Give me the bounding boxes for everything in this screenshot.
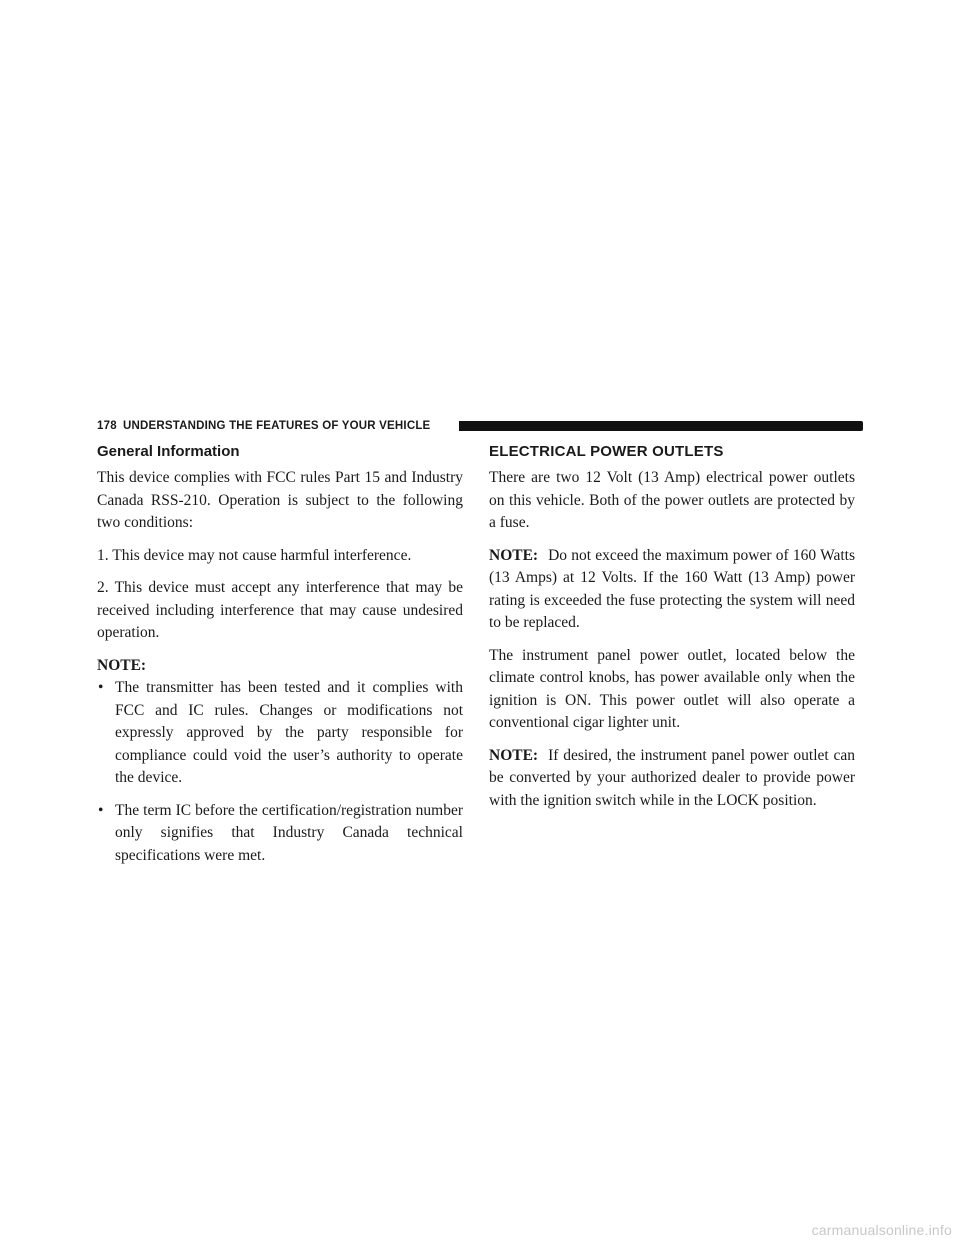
- bullet-text: The transmitter has been tested and it complies with FCC and IC rules. Changes or modifications not expressly approved by the party responsible for compliance could void the user’s authority to operate the device.: [115, 679, 463, 786]
- page-header: [97, 419, 863, 433]
- note-paragraph-2: [489, 745, 855, 813]
- note-label: NOTE:: [489, 746, 539, 764]
- list-item: [97, 800, 463, 868]
- section-title: UNDERSTANDING THE FEATURES OF YOUR VEHICLE: [123, 420, 431, 432]
- instrument-panel-paragraph: The instrument panel power outlet, located below the climate control knobs, has power available only when the ignition is ON. This power outlet will also operate a conventional cigar lighter unit.: [489, 646, 855, 731]
- condition-1: 1. This device may not cause harmful interference.: [97, 546, 412, 564]
- condition-2: 2. This device must accept any interference that may be received including interference that may cause undesired operation.: [97, 579, 463, 641]
- header-bar: [459, 421, 863, 431]
- bullet-icon: •: [98, 679, 104, 696]
- note-label: NOTE:: [97, 656, 147, 674]
- watermark: carmanualsonline.info: [811, 1222, 952, 1238]
- general-information-heading: General Information: [97, 443, 240, 460]
- note-text: If desired, the instrument panel power outlet can be converted by your authorized dealer to provide power with the ignition switch while in the LOCK position.: [489, 746, 855, 809]
- note-bullet-list: [97, 677, 463, 867]
- note-label: NOTE:: [489, 546, 539, 564]
- left-column: [97, 441, 463, 877]
- power-outlets-heading: ELECTRICAL POWER OUTLETS: [489, 443, 724, 460]
- page-number: 178: [97, 420, 117, 432]
- bullet-text: The term IC before the certification/registration number only signifies that Industry Canada technical specifications were met.: [115, 801, 463, 864]
- intro-paragraph: This device complies with FCC rules Part 15 and Industry Canada RSS-210. Operation is subject to the following two conditions:: [97, 469, 463, 531]
- note-paragraph-1: [489, 545, 855, 635]
- right-column: [489, 441, 855, 822]
- note-text: Do not exceed the maximum power of 160 Watts (13 Amps) at 12 Volts. If the 160 Watt (13 Amp) power rating is exceeded the fuse protecting the system will need to be replaced.: [489, 546, 855, 631]
- outlets-intro-paragraph: There are two 12 Volt (13 Amp) electrical power outlets on this vehicle. Both of the power outlets are protected by a fuse.: [489, 469, 855, 531]
- list-item: [97, 677, 463, 790]
- bullet-icon: •: [98, 801, 104, 819]
